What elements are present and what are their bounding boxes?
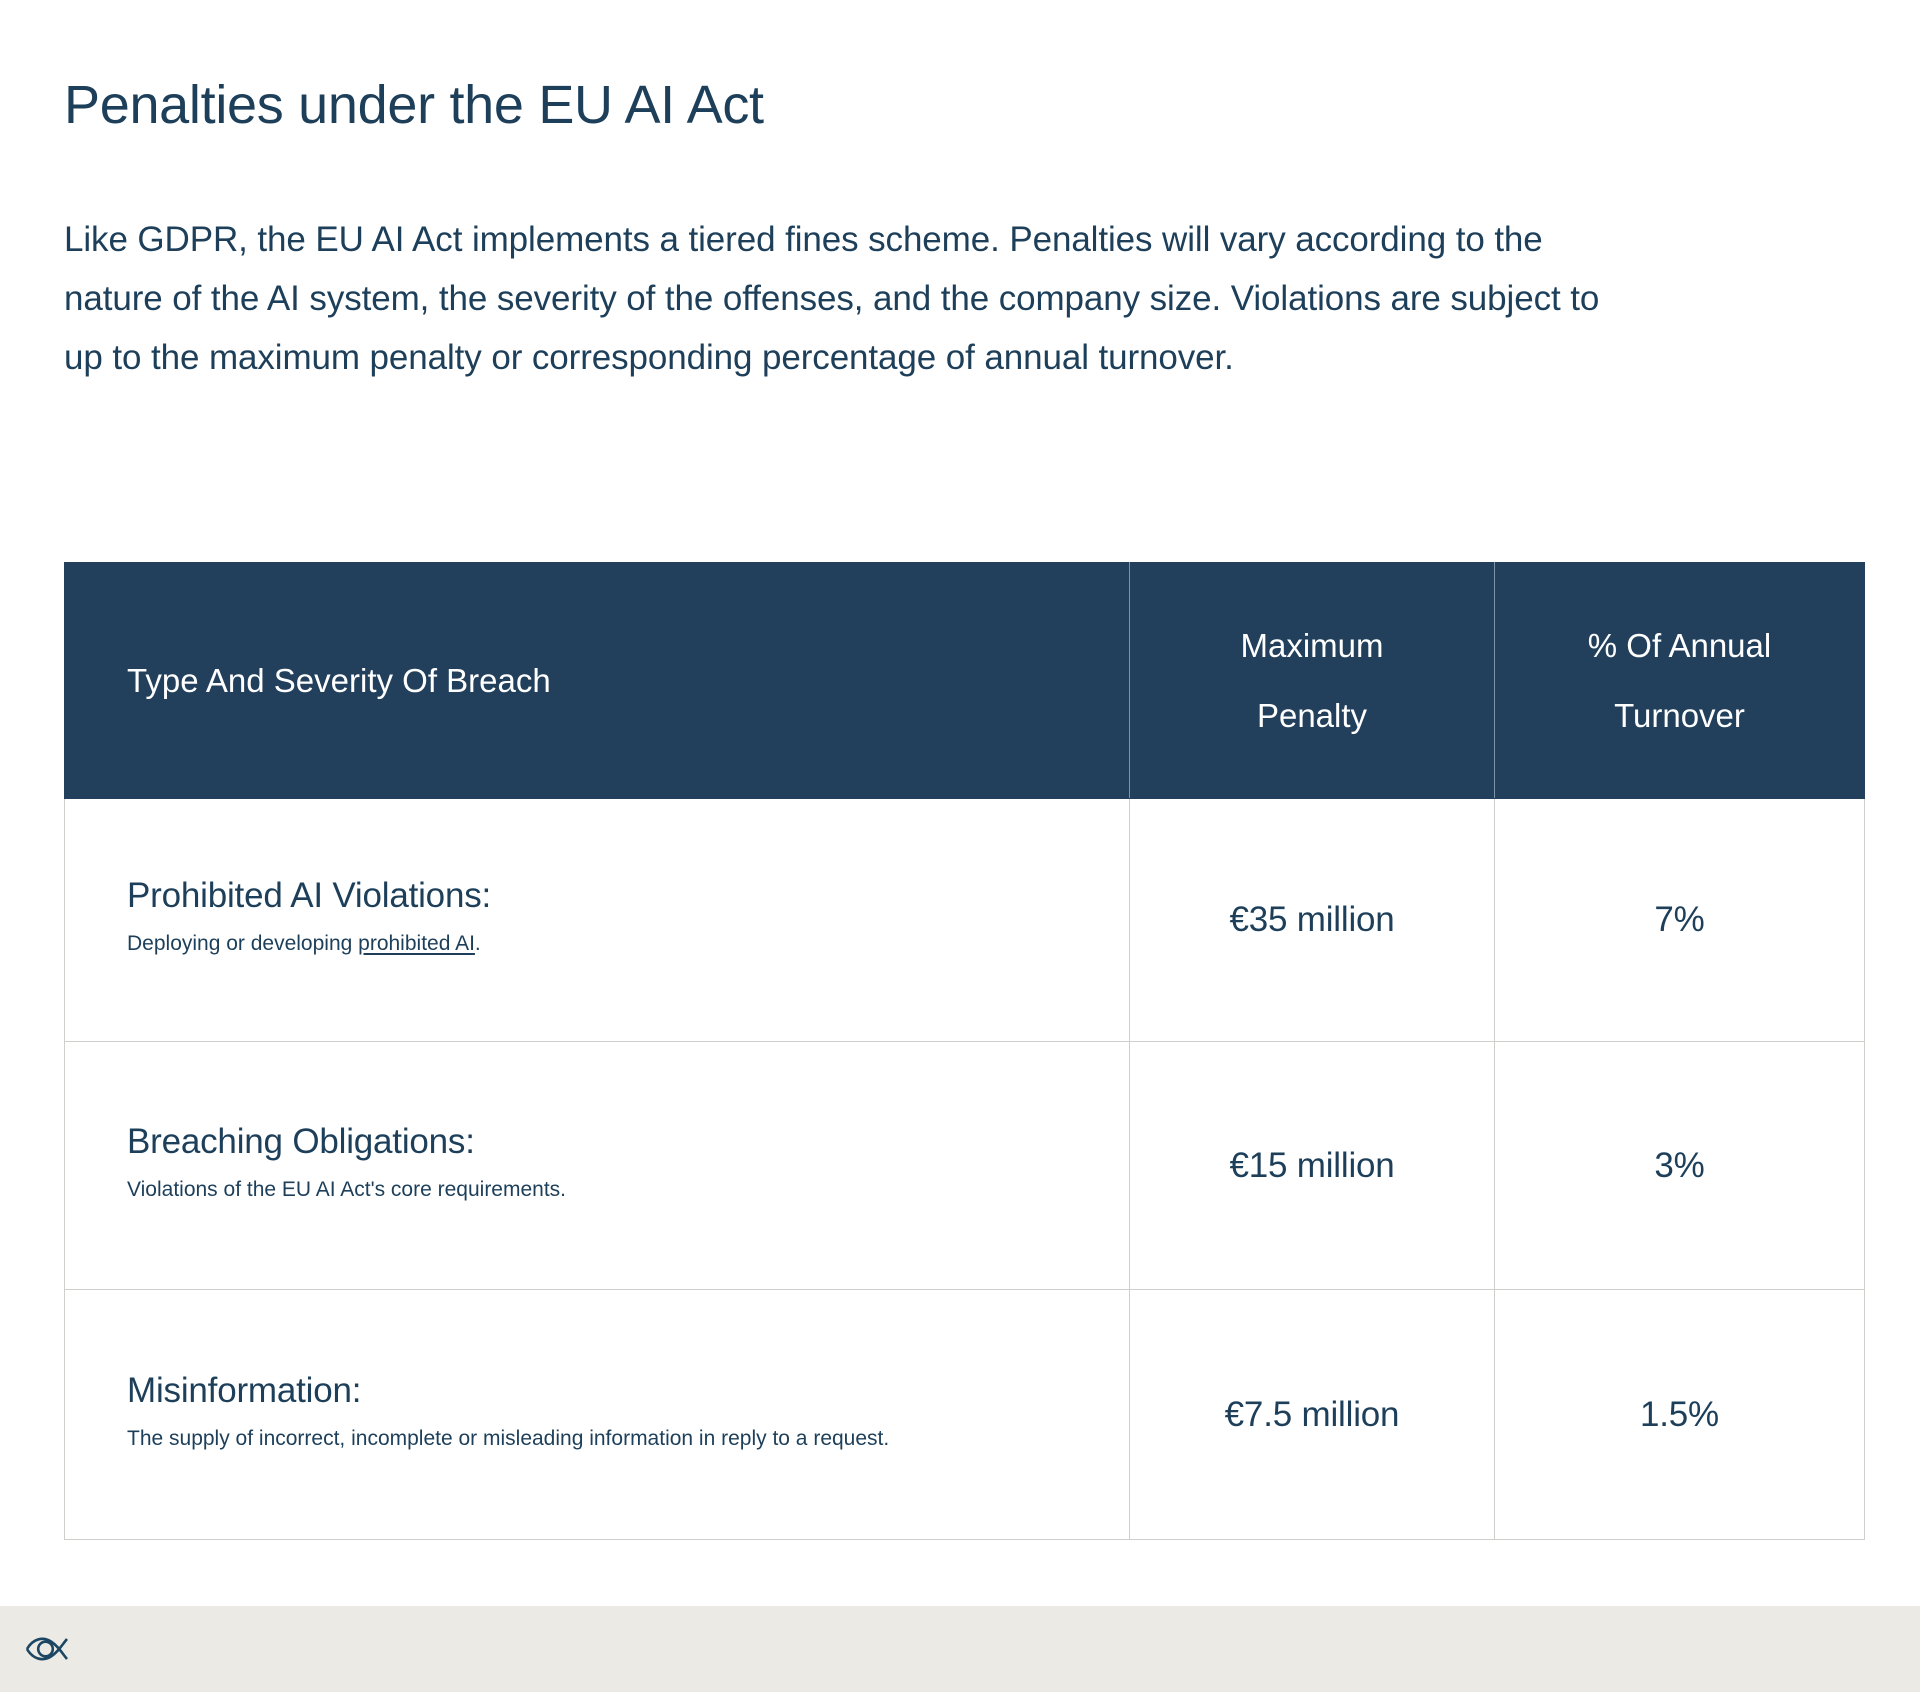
- table-header-row: [65, 563, 1865, 799]
- column-header-max-penalty: [1130, 563, 1495, 799]
- annual-turnover-value: 7%: [1495, 799, 1865, 1042]
- breach-title: Breaching Obligations:: [127, 1121, 475, 1161]
- max-penalty-value: €15 million: [1130, 1042, 1495, 1290]
- table-row: [65, 1290, 1865, 1540]
- max-penalty-value: €35 million: [1130, 799, 1495, 1042]
- table-row: [65, 799, 1865, 1042]
- penalties-table: [64, 562, 1865, 1540]
- footer-band: [0, 1606, 1920, 1692]
- column-header-max-penalty-line2: Penalty: [1256, 696, 1368, 734]
- breach-description: [127, 1420, 1069, 1458]
- column-header-annual-turnover-line2: Turnover: [1614, 696, 1745, 734]
- column-header-annual-turnover-line1: % Of Annual: [1587, 626, 1772, 664]
- eye-spiral-logo-icon[interactable]: [24, 1633, 70, 1665]
- table-body: [65, 799, 1865, 1540]
- page-title: Penalties under the EU AI Act: [64, 75, 764, 135]
- breach-title: Prohibited AI Violations:: [127, 876, 492, 915]
- breach-cell: [65, 799, 1130, 1042]
- column-header-max-penalty-line1: Maximum: [1240, 626, 1384, 664]
- breach-description: [127, 1171, 1069, 1209]
- breach-description-text: The supply of incorrect, incomplete or misleading information in reply to a request.: [127, 1426, 890, 1450]
- column-header-breach: Type And Severity Of Breach: [65, 563, 1130, 799]
- breach-description-text: Violations of the EU AI Act's core requirements.: [127, 1177, 567, 1201]
- breach-description-suffix: .: [474, 932, 481, 955]
- breach-cell: [65, 1290, 1130, 1540]
- penalties-table-wrapper: [64, 562, 1864, 1540]
- breach-description: [127, 925, 1069, 963]
- table-row: [65, 1042, 1865, 1290]
- breach-title: Misinformation:: [127, 1370, 362, 1410]
- intro-paragraph: Like GDPR, the EU AI Act implements a tiered fines scheme. Penalties will vary according to the nature of the AI system, the severity of the offenses, and the company size. Violations are subject to up to the maximum penalty or corresponding percentage of annual turnover.: [64, 220, 1600, 377]
- table-head: [65, 563, 1865, 799]
- breach-description-text: Deploying or developing: [127, 932, 359, 955]
- max-penalty-value: €7.5 million: [1130, 1290, 1495, 1540]
- annual-turnover-value: 3%: [1495, 1042, 1865, 1290]
- column-header-annual-turnover: [1495, 563, 1865, 799]
- prohibited-ai-link[interactable]: prohibited AI: [358, 932, 475, 955]
- breach-cell: [65, 1042, 1130, 1290]
- annual-turnover-value: 1.5%: [1495, 1290, 1865, 1540]
